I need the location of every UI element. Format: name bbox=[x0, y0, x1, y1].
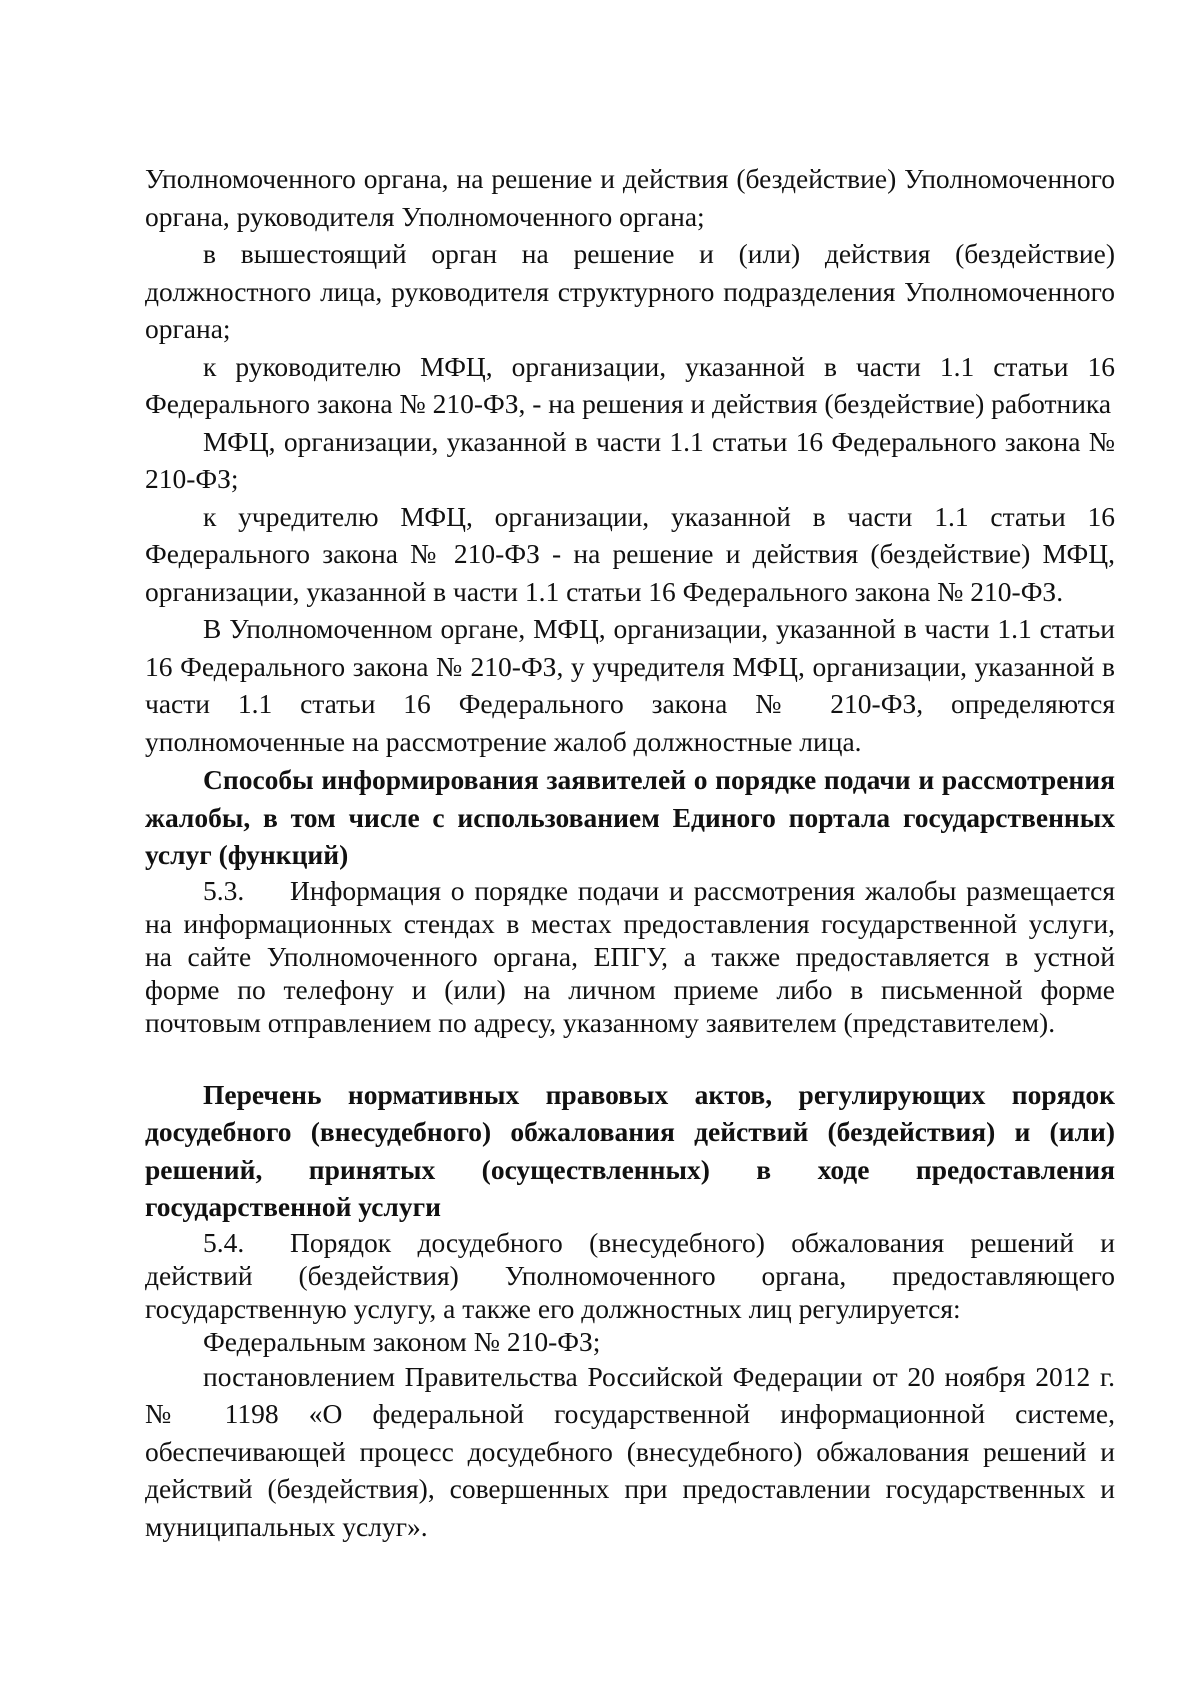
section-5-4 bbox=[145, 1226, 1115, 1325]
section-5-3 bbox=[145, 874, 1115, 1039]
paragraph-1: Уполномоченного органа, на решение и действия (бездействие) Уполномоченного органа, руководителя Уполномоченного органа; bbox=[145, 163, 1115, 232]
paragraph-2: в вышестоящий орган на решение и (или) действия (бездействие) должностного лица, руководителя структурного подразделения Уполномоченного органа; bbox=[145, 238, 1115, 344]
paragraph-5: к учредителю МФЦ, организации, указанной в части 1.1 статьи 16 Федерального закона № 210-ФЗ - на решение и действия (бездействие) МФЦ, организации, указанной в части 1.1 статьи 16 Федерального закона № 210-ФЗ. bbox=[145, 500, 1115, 607]
section-text: Порядок досудебного (внесудебного) обжалования решений и действий (бездействия) Уполномоченного органа, предоставляющего государственную услугу, а также его должностных лиц регулируется: bbox=[145, 1226, 1115, 1324]
paragraph-4: МФЦ, организации, указанной в части 1.1 статьи 16 Федерального закона № 210-ФЗ; bbox=[145, 425, 1115, 494]
paragraph-federal-law: Федеральным законом № 210-ФЗ; bbox=[203, 1325, 601, 1357]
section-number: 5.4. bbox=[203, 1226, 245, 1258]
section-number: 5.3. bbox=[203, 874, 245, 906]
section-heading-informing: Способы информирования заявителей о порядке подачи и рассмотрения жалобы, в том числе с использованием Единого портала государственных услуг (функций) bbox=[145, 764, 1115, 870]
paragraph-3: к руководителю МФЦ, организации, указанной в части 1.1 статьи 16 Федерального закона № 210-ФЗ, - на решения и действия (бездействие) работника bbox=[145, 350, 1115, 419]
paragraph-6: В Уполномоченном органе, МФЦ, организации, указанной в части 1.1 статьи 16 Федерального закона № 210-ФЗ, у учредителя МФЦ, организации, указанной в части 1.1 статьи 16 Федерального закона № 210-ФЗ, определяются уполномоченные на рассмотрение жалоб должностные лица. bbox=[145, 613, 1115, 757]
section-text: Информация о порядке подачи и рассмотрения жалобы размещается на информационных стендах в местах предоставления государственной услуги, на сайте Уполномоченного органа, ЕПГУ, а также предоставляется в устной форме по телефону и (или) на личном приеме либо в письменной форме почтовым отправлением по адресу, указанному заявителем (представителем). bbox=[145, 874, 1115, 1038]
paragraph-government-decree: постановлением Правительства Российской Федерации от 20 ноября 2012 г. № 1198 «О федеральной государственной информационной системе, обеспечивающей процесс досудебного (внесудебного) обжалования решений и действий (бездействия), совершенных при предоставлении государственных и муниципальных услуг». bbox=[145, 1360, 1115, 1542]
section-heading-legal-acts: Перечень нормативных правовых актов, регулирующих порядок досудебного (внесудебного) обжалования действий (бездействия) и (или) решений, принятых (осуществленных) в ходе предоставления государственной услуги bbox=[145, 1078, 1115, 1222]
document-body bbox=[145, 160, 1115, 1545]
